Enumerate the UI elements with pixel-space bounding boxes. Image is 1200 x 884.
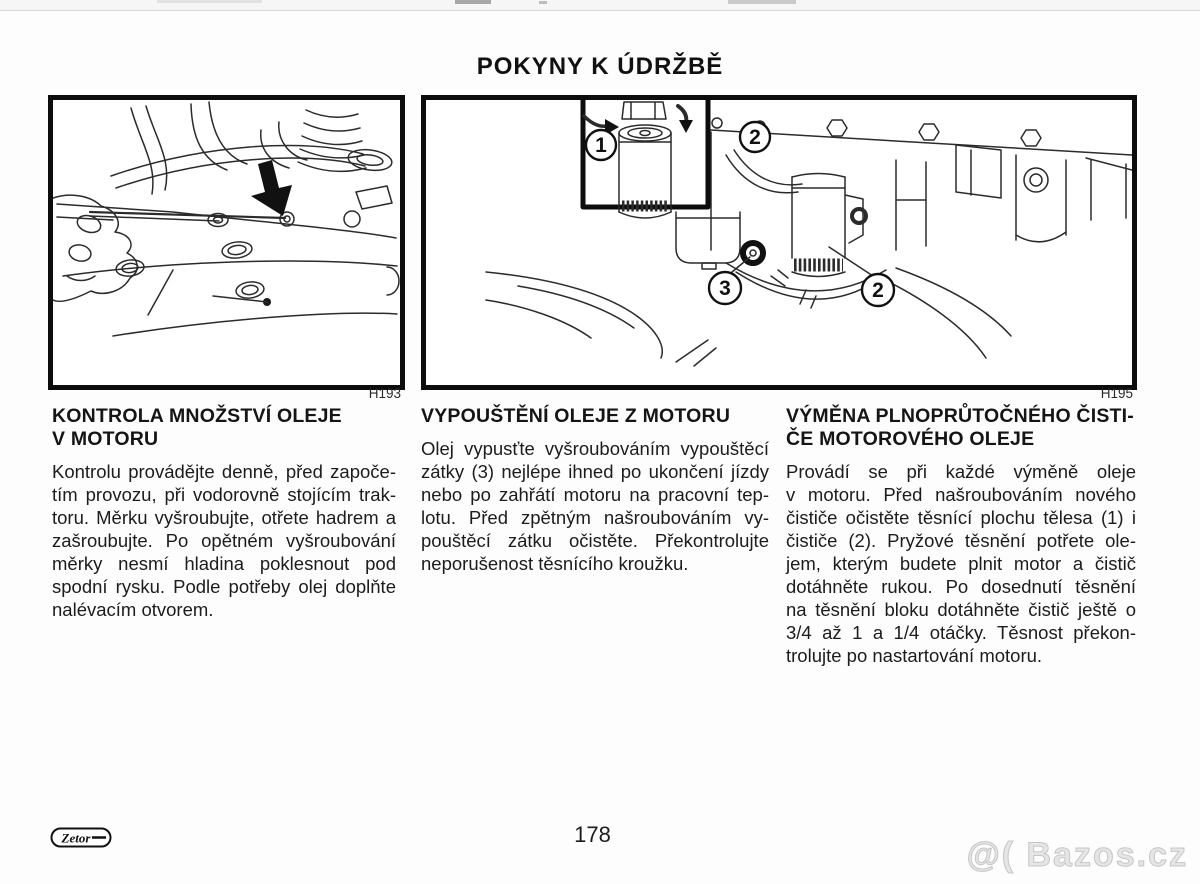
section-heading: VYPOUŠTĚNÍ OLEJE Z MOTORU <box>421 405 731 427</box>
browser-ui-fragment <box>539 1 547 4</box>
section-heading: KONTROLA MNOŽSTVÍ OLEJE V MOTORU <box>52 405 342 450</box>
section-heading: VÝMĚNA PLNOPRŮTOČNÉHO ČISTI- ČE MOTOROVÉHO OLEJE <box>786 405 1134 450</box>
figure-caption-h195: H195 <box>1100 386 1133 401</box>
browser-chrome-strip <box>0 0 1200 11</box>
browser-ui-fragment <box>157 0 262 3</box>
callout-2b-label: 2 <box>872 279 884 302</box>
figure-caption-h193: H193 <box>368 386 401 401</box>
browser-ui-fragment <box>455 0 491 4</box>
page-title: POKYNY K ÚDRŽBĚ <box>476 53 724 80</box>
dipstick-illustration <box>53 100 400 385</box>
browser-ui-fragment <box>728 0 796 4</box>
figure-frame-h193 <box>48 95 405 401</box>
section-body: Provádí se při každé výměně oleje v motoru. Před našroubováním nového čističe očistěte těsnící plochu tělesa (1) i čističe (2). Pryžové těsnění potřete ole- jem, kterým budete plnit motor a čistič dotáhněte rukou. Po dosednutí těsnění na těsnění bloku dotáhněte čistič ještě o 3/4 až 1 a 1/4 otáčky. Těsnost překon- trolujte po nastartování motoru. <box>786 461 1136 666</box>
callout-1-label: 1 <box>595 134 607 157</box>
callout-2-label: 2 <box>749 126 761 149</box>
oil-filter-illustration <box>426 100 1132 385</box>
bazos-watermark: @( Bazos.cz <box>966 836 1188 874</box>
section-oil-level-check <box>52 405 396 621</box>
callout-3-label: 3 <box>719 277 731 300</box>
figure-frame-h195 <box>421 95 1137 401</box>
page-number: 178 <box>574 822 611 847</box>
section-body: Kontrolu provádějte denně, před započe- tím provozu, při vodorovně stojícím trak- toru. Měrku vyšroubujte, otřete hadrem a zašroubujte. Po opětném vyšroubování měrky nesmí hladina poklesnout pod spodní rysku. Podle potřeby olej doplňte nalévacím otvorem. <box>52 461 396 620</box>
section-oil-draining <box>421 405 769 575</box>
section-body: Olej vypusťte vyšroubováním vypouštěcí zátky (3) nejlépe ihned po ukončení jízdy nebo po zahřátí motoru na pracovní tep- lotu. Před zpětným našroubováním vy- pouštěcí zátku očistěte. Překontrolujte neporušenost těsnícího kroužku. <box>421 438 769 574</box>
zetor-logo-text: Zetor <box>61 830 91 846</box>
section-filter-replacement <box>786 405 1136 667</box>
rotate-arrow-icon <box>679 120 693 133</box>
pointer-arrow-icon <box>251 160 292 216</box>
